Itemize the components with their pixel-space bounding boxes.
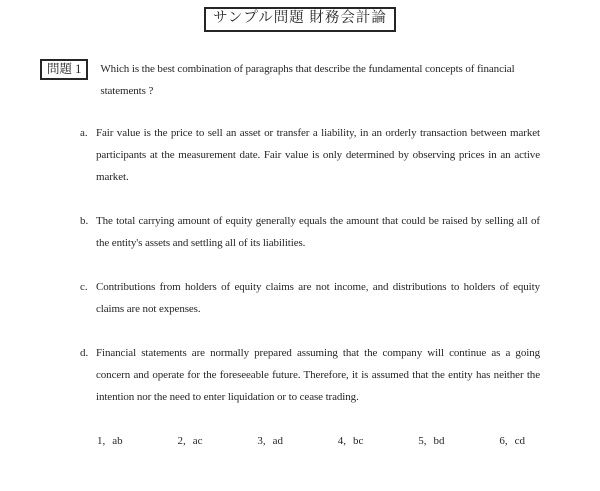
option-value-2: ac <box>192 434 203 447</box>
answer-option-2 <box>177 430 202 452</box>
answer-option-4 <box>338 430 364 452</box>
paragraph-letter-d: d. <box>80 346 89 359</box>
paragraph-list <box>80 122 540 408</box>
paragraph-text-c: Contributions from holders of equity claims are not income, and distributions to holders of equity claims are not expenses. <box>96 280 540 315</box>
paragraph-letter-a: a. <box>80 126 88 139</box>
paragraph-item-b <box>80 210 540 254</box>
answer-options-row <box>97 430 525 452</box>
question-text: Which is the best combination of paragraphs that describe the fundamental concepts of financial statements ? <box>100 62 515 97</box>
answer-option-3 <box>257 430 283 452</box>
option-value-1: ab <box>112 434 123 447</box>
paragraph-item-c <box>80 276 540 320</box>
answer-option-6 <box>499 430 525 452</box>
paragraph-text-b: The total carrying amount of equity generally equals the amount that could be raised by selling all of the entity's assets and settling all of its liabilities. <box>96 214 540 249</box>
option-number-3: 3, <box>257 434 266 447</box>
paragraph-item-a <box>80 122 540 188</box>
option-number-1: 1, <box>97 434 106 447</box>
paragraph-text-d: Financial statements are normally prepared assuming that the company will continue as a going concern and operate for the foreseeable future. Therefore, it is assumed that the entity has neither the intention nor the need to enter liquidation or to cease trading. <box>96 346 540 403</box>
paragraph-letter-c: c. <box>80 280 88 293</box>
document-title: サンプル問題 財務会計論 <box>213 10 387 26</box>
option-value-4: bc <box>353 434 364 447</box>
question-number-badge: 問題 1 <box>40 59 88 80</box>
question <box>40 58 538 102</box>
option-number-6: 6, <box>499 434 508 447</box>
option-number-4: 4, <box>337 434 347 447</box>
option-value-3: ad <box>272 434 283 447</box>
option-number-5: 5, <box>418 434 427 447</box>
paragraph-letter-b: b. <box>80 214 89 227</box>
paragraph-text-a: Fair value is the price to sell an asset or transfer a liability, in an orderly transaction between market participants at the measurement date. Fair value is only determined by observing prices in an active market. <box>96 126 540 183</box>
document-title-box <box>204 7 396 32</box>
answer-option-1 <box>97 430 123 452</box>
title-row <box>0 0 600 32</box>
option-value-5: bd <box>433 434 445 447</box>
option-number-2: 2, <box>177 434 186 447</box>
answer-option-5 <box>418 430 444 452</box>
paragraph-item-d <box>80 342 540 408</box>
option-value-6: cd <box>514 434 525 447</box>
